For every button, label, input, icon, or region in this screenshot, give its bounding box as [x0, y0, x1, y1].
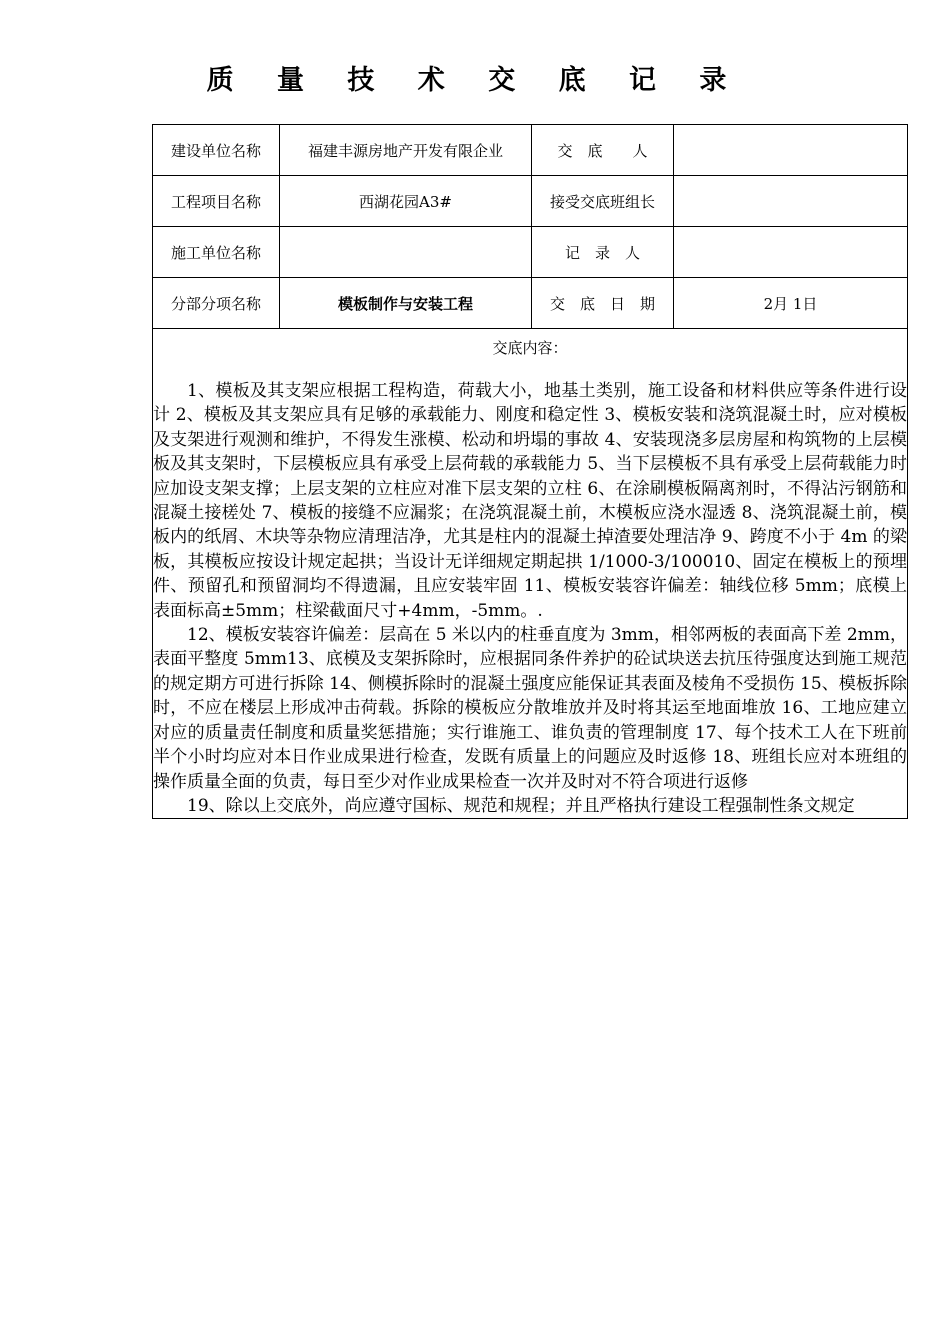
project-name-value: 西湖花园A3# — [280, 176, 532, 227]
table-row — [153, 176, 908, 227]
table-row — [153, 125, 908, 176]
team-leader-label: 接受交底班组长 — [532, 176, 674, 227]
team-leader-value — [674, 176, 908, 227]
handover-date-value: 2月 1日 — [674, 278, 908, 329]
contractor-label: 施工单位名称 — [153, 227, 280, 278]
handover-date-label: 交 底 日 期 — [532, 278, 674, 329]
recorder-label: 记 录 人 — [532, 227, 674, 278]
handover-person-value — [674, 125, 908, 176]
document-title: 质 量 技 术 交 底 记 录 — [206, 65, 744, 96]
content-paragraph: 19、除以上交底外，尚应遵守国标、规范和规程；并且严格执行建设工程强制性条文规定 — [187, 795, 855, 816]
recorder-value — [674, 227, 908, 278]
contractor-value — [280, 227, 532, 278]
sub-project-value: 模板制作与安装工程 — [280, 278, 532, 329]
content-paragraph: 1、模板及其支架应根据工程构造，荷载大小，地基土类别，施工设备和材料供应等条件进行设计 2、模板及其支架应具有足够的承载能力、刚度和稳定性 3、模板安装和浇筑混凝土时，应对模板及支架进行观测和维护，不得发生涨模、松动和坍塌的事故 4、安装现浇多层房屋和构筑物的上层模板及其支架时，下层模板应具有承受上层荷载的承载能力 5、当下层模板不具有承受上层荷载能力时应加设支架支撑；上层支架的立柱应对准下层支架的立柱 6、在涂刷模板隔离剂时，不得沾污钢筋和混凝土接槎处 7、模板的接缝不应漏浆；在浇筑混凝土前，木模板应浇水湿透 8、浇筑混凝土前，模板内的纸屑、木块等杂物应清理洁净，尤其是柱内的混凝土掉渣要处理洁净 9、跨度不小于 4m 的梁板，其模板应按设计规定起拱；当设计无详细规定期起拱 1/1000-3/100010、固定在模板上的预埋件、预留孔和预留洞均不得遗漏，且应安装牢固 11、模板安装容许偏差：轴线位移 5mm；底模上表面标高±5mm；柱梁截面尺寸+4mm，-5mm。. — [153, 381, 907, 621]
construction-unit-label: 建设单位名称 — [153, 125, 280, 176]
content-body — [153, 379, 907, 818]
table-row — [153, 227, 908, 278]
content-paragraph: 12、模板安装容许偏差：层高在 5 米以内的柱垂直度为 3mm，相邻两板的表面高下差 2mm，表面平整度 5mm13、底模及支架拆除时，应根据同条件养护的砼试块送去抗压待强度达到施工规范的规定期方可进行拆除 14、侧模拆除时的混凝土强度应能保证其表面及棱角不受损伤 15、模板拆除时，不应在楼层上形成冲击荷载。拆除的模板应分散堆放并及时将其运至地面堆放 16、工地应建立对应的质量责任制度和质量奖惩措施；实行谁施工、谁负责的管理制度 17、每个技术工人在下班前半个小时均应对本日作业成果进行检查，发既有质量上的问题应及时返修 18、班组长应对本班组的操作质量全面的负责，每日至少对作业成果检查一次并及时对不符合项进行返修 — [153, 625, 907, 792]
handover-form-table — [152, 124, 908, 819]
table-row — [153, 329, 908, 819]
handover-person-label: 交 底 人 — [532, 125, 674, 176]
handover-content-cell — [153, 329, 908, 819]
project-name-label: 工程项目名称 — [153, 176, 280, 227]
sub-project-label: 分部分项名称 — [153, 278, 280, 329]
table-row — [153, 278, 908, 329]
construction-unit-value: 福建丰源房地产开发有限企业 — [280, 125, 532, 176]
content-label: 交底内容： — [492, 339, 568, 357]
